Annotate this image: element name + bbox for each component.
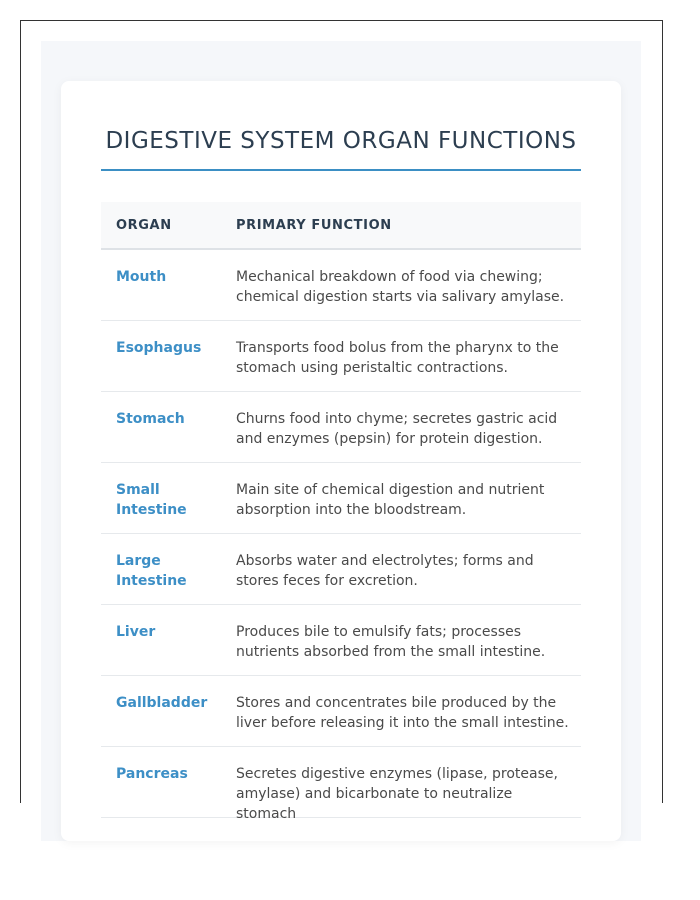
organ-name: Gallbladder (116, 695, 208, 711)
table-row (101, 605, 581, 676)
table-header (101, 202, 581, 250)
organ-name: Liver (116, 624, 156, 640)
organ-function: Churns food into chyme; secretes gastric acid and enzymes (pepsin) for protein digestion. (236, 411, 558, 447)
organ-name: Large Intestine (116, 553, 187, 589)
page-background (41, 41, 641, 841)
organ-name: Esophagus (116, 340, 202, 356)
table-row (101, 321, 581, 392)
organ-name: Small Intestine (116, 482, 187, 518)
document-frame (20, 20, 663, 822)
title-underline (101, 169, 581, 171)
organ-function-table (101, 202, 581, 822)
organ-function: Transports food bolus from the pharynx to the stomach using peristaltic contractions. (236, 340, 559, 376)
organ-function: Absorbs water and electrolytes; forms and stores feces for excretion. (236, 553, 534, 589)
table-row (101, 747, 581, 822)
organ-name: Stomach (116, 411, 185, 427)
organ-function: Mechanical breakdown of food via chewing; chemical digestion starts via salivary amylase. (236, 269, 565, 305)
organ-function: Main site of chemical digestion and nutrient absorption into the bloodstream. (236, 482, 545, 518)
table-row (101, 250, 581, 321)
content-card (61, 81, 621, 841)
table-row (101, 463, 581, 534)
organ-function: Produces bile to emulsify fats; processes nutrients absorbed from the small intestine. (236, 624, 546, 660)
table-row (101, 676, 581, 747)
organ-function: Secretes digestive enzymes (lipase, protease, amylase) and bicarbonate to neutralize stomach (236, 766, 558, 822)
table-row (101, 534, 581, 605)
organ-function: Stores and concentrates bile produced by the liver before releasing it into the small intestine. (236, 695, 569, 731)
header-primary-function: PRIMARY FUNCTION (236, 218, 392, 233)
organ-name: Pancreas (116, 766, 188, 782)
header-organ: ORGAN (116, 218, 172, 233)
page-title: DIGESTIVE SYSTEM ORGAN FUNCTIONS (105, 128, 577, 154)
organ-name: Mouth (116, 269, 167, 285)
table-row (101, 392, 581, 463)
